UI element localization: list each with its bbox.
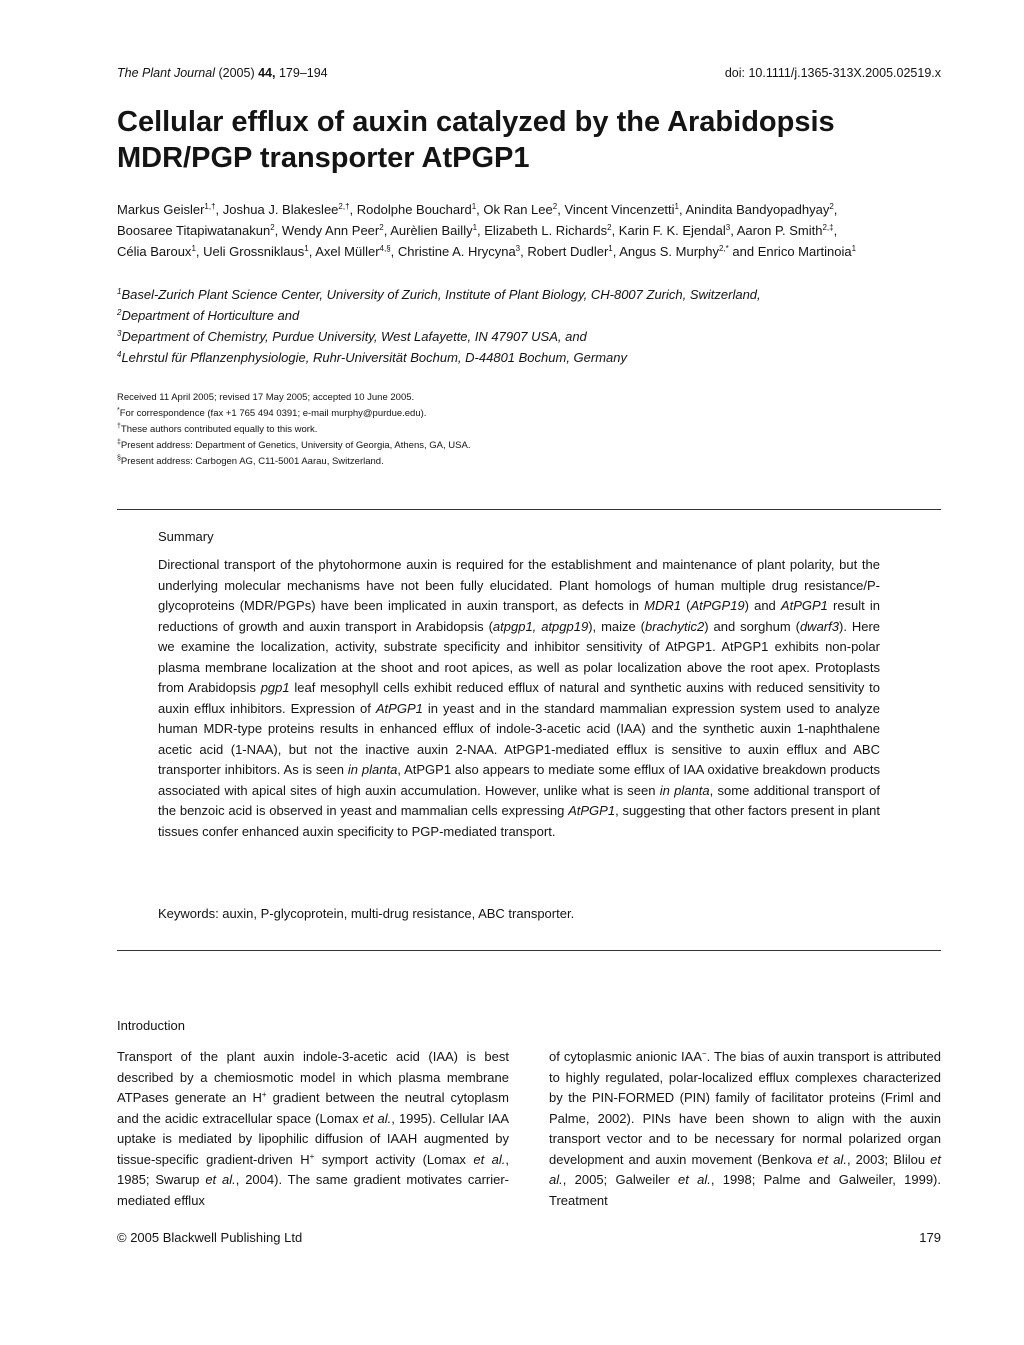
title-line-1: Cellular efflux of auxin catalyzed by the Arabidopsis <box>117 106 835 138</box>
note-text: These authors contributed equally to this work. <box>120 424 318 435</box>
author-name: Axel Müller <box>315 244 380 259</box>
intro-right-column <box>549 1047 941 1211</box>
title-line-2: MDR/PGP transporter AtPGP1 <box>117 142 530 174</box>
article-notes <box>117 390 947 470</box>
author-separator: , <box>476 202 484 217</box>
affiliation-marker: 1 <box>117 287 122 296</box>
author-separator: , <box>349 202 357 217</box>
note-line <box>117 390 947 406</box>
author-affiliation-marker: 1 <box>304 244 309 253</box>
affiliation-marker: 4 <box>117 350 122 359</box>
summary-part: ) and <box>744 598 781 613</box>
et-al: et al. <box>473 1151 506 1167</box>
author-separator: , <box>730 223 737 238</box>
author-separator: , <box>195 244 204 259</box>
author-name: Rodolphe Bouchard <box>356 202 472 217</box>
author-separator: , <box>678 202 686 217</box>
doi[interactable]: doi: 10.1111/j.1365-313X.2005.02519.x <box>724 66 941 80</box>
et-al: et al. <box>205 1172 236 1187</box>
author-affiliation-marker: 3 <box>725 223 731 232</box>
summary-part: , suggesting that other factors present in plant tissues confer enhanced auxin specificity to PGP-mediated transport. <box>158 803 880 839</box>
citation-year: (2005) <box>218 66 255 80</box>
author-separator: and <box>728 244 758 259</box>
affiliation-text: Basel-Zurich Plant Science Center, University of Zurich, Institute of Plant Biology, CH-8007 Zurich, Switzerland, <box>121 287 761 302</box>
author-affiliation-marker: 3 <box>515 244 521 253</box>
et-al: et al. <box>817 1151 847 1167</box>
et-al: et al. <box>362 1110 392 1126</box>
summary-part: , AtPGP1 also appears to mediate some efflux of IAA oxidative breakdown products associated with apical sites of high auxin accumulation. However, unlike what is seen <box>158 762 881 798</box>
summary-heading: Summary <box>158 529 214 544</box>
et-al: et al. <box>677 1172 711 1187</box>
et-al: et al. <box>549 1151 941 1187</box>
author-separator: , <box>833 223 838 238</box>
intro-text: , 2004). The same gradient motivates carrier-mediated efflux <box>117 1172 510 1208</box>
affiliation-text: Lehrstul für Pflanzenphysiologie, Ruhr-Universität Bochum, D-44801 Bochum, Germany <box>121 350 628 365</box>
author-name: Boosaree Titapiwatanakun <box>117 223 271 238</box>
author-name: Aaron P. Smith <box>736 223 823 238</box>
author-name: Anindita Bandyopadhyay <box>685 202 830 217</box>
affiliations <box>117 284 947 368</box>
author-affiliation-marker: 2,* <box>718 244 729 253</box>
author-name: Vincent Vincenzetti <box>564 202 675 217</box>
note-marker: * <box>117 407 120 414</box>
summary-part: ( <box>681 598 691 613</box>
author-name: Markus Geisler <box>117 202 205 217</box>
intro-text: . The bias of auxin transport is attributed to highly regulated, polar-localized efflux complexes characterized by the PIN-FORMED (PIN) family of facilitator proteins (Friml and Palme, 2002). PINs have been shown to align with the auxin transport vector and to be necessary for normal polarized organ development and auxin movement (Benkova <box>549 1049 942 1167</box>
summary-part: leaf mesophyll cells exhibit reduced efflux of natural and synthetic auxins with reduced sensitivity to auxin efflux inhibitors. Expression of <box>158 680 880 716</box>
running-header-citation <box>117 66 328 80</box>
author-affiliation-marker: 2 <box>552 202 558 211</box>
author-name: Christine A. Hrycyna <box>397 244 516 259</box>
superscript: + <box>261 1090 267 1099</box>
introduction-heading: Introduction <box>117 1018 185 1033</box>
intro-text: gradient between the neutral cytoplasm and the acidic extracellular space (Lomax <box>117 1090 509 1126</box>
note-marker: § <box>117 455 121 462</box>
gene-name: AtPGP19 <box>690 598 745 613</box>
author-affiliation-marker: 2 <box>607 223 612 232</box>
author-separator: , <box>611 223 619 238</box>
summary-bottom-rule <box>117 950 941 951</box>
intro-text: , 1995). Cellular IAA uptake is mediated by lipophilic diffusion of IAAH augmented by tissue-specific gradient-driven H <box>117 1110 510 1167</box>
note-text: For correspondence (fax +1 765 494 0391; e-mail murphy@purdue.edu). <box>119 408 427 419</box>
affiliation-line <box>117 326 947 347</box>
summary-part: ), maize ( <box>588 618 646 634</box>
author-name: Ueli Grossniklaus <box>203 244 305 259</box>
affiliation-marker: 2 <box>117 308 122 317</box>
author-separator: , <box>308 244 316 259</box>
author-separator: , <box>557 202 565 217</box>
author-affiliation-marker: 1 <box>191 244 196 253</box>
author-separator: , <box>477 223 485 238</box>
summary-part: , some additional transport of the benzoic acid is observed in yeast and mammalian cells expressing <box>158 782 880 818</box>
summary-part: ). Here we examine the localization, activity, substrate specificity and inhibitor sensitivity of AtPGP1. AtPGP1 exhibits non-polar plasma membrane localization at the shoot and root apices, as well as polar localization above the root apex. Protoplasts from Arabidopsis <box>158 618 881 695</box>
author-separator: , <box>833 202 838 217</box>
author-name: Angus S. Murphy <box>619 244 719 259</box>
affiliation-line <box>117 284 947 305</box>
article-title <box>117 104 937 176</box>
intro-text: , 1985; Swarup <box>117 1151 509 1187</box>
intro-text: of cytoplasmic anionic IAA <box>549 1049 702 1064</box>
gene-name: AtPGP1 <box>375 700 423 716</box>
author-affiliation-marker: 1 <box>472 223 478 232</box>
summary-top-rule <box>117 509 941 510</box>
affiliation-line <box>117 347 947 368</box>
journal-name: The Plant Journal <box>117 66 215 80</box>
note-line <box>117 438 947 454</box>
intro-text: , 1998; Palme and Galweiler, 1999). Treatment <box>549 1172 941 1208</box>
author-affiliation-marker: 2 <box>379 223 384 232</box>
author-name: Célia Baroux <box>117 244 192 259</box>
author-name: Elizabeth L. Richards <box>484 223 608 238</box>
mutant-name: dwarf3 <box>799 618 839 634</box>
mutant-name: brachytic2 <box>645 618 705 634</box>
latin-term: in planta <box>659 782 710 798</box>
summary-text <box>158 555 880 842</box>
author-name: Joshua J. Blakeslee <box>222 202 339 217</box>
intro-text: , 2005; Galweiler <box>562 1172 678 1187</box>
note-marker: ‡ <box>117 439 121 446</box>
superscript: − <box>701 1049 707 1058</box>
author-name: Wendy Ann Peer <box>281 223 380 238</box>
keywords: Keywords: auxin, P-glycoprotein, multi-drug resistance, ABC transporter. <box>158 906 575 921</box>
mutant-names: atpgp1, atpgp19 <box>492 618 589 634</box>
author-name: Aurèlien Bailly <box>390 223 473 238</box>
summary-part: ) and sorghum ( <box>704 618 800 634</box>
author-separator: , <box>215 202 223 217</box>
note-text: Present address: Department of Genetics, University of Georgia, Athens, GA, USA. <box>120 440 471 451</box>
author-name: Enrico Martinoia <box>757 244 852 259</box>
author-name: Robert Dudler <box>527 244 609 259</box>
author-affiliation-marker: 1 <box>608 244 613 253</box>
author-separator: , <box>612 244 620 259</box>
author-affiliation-marker: 1,† <box>204 202 216 211</box>
author-affiliation-marker: 2,† <box>338 202 350 211</box>
summary-part: in yeast and in the standard mammalian expression system used to analyze human MDR-type proteins results in enhanced efflux of indole-3-acetic acid (IAA) and the synthetic auxin 1-naphthalene acetic acid (1-NAA), but not the inactive auxin 2-NAA. AtPGP1-mediated efflux is sensitive to auxin efflux and ABC transporter inhibitors. As is seen <box>158 700 880 777</box>
author-separator: , <box>274 223 282 238</box>
page-number: 179 <box>919 1230 941 1245</box>
affiliation-line <box>117 305 947 326</box>
note-line <box>117 454 947 470</box>
gene-name: AtPGP1 <box>780 598 828 613</box>
intro-text: symport activity (Lomax <box>314 1151 474 1167</box>
note-line <box>117 422 947 438</box>
author-separator: , <box>520 244 528 259</box>
summary-part: result in reductions of growth and auxin transport in Arabidopsis ( <box>158 598 881 634</box>
author-affiliation-marker: 1 <box>471 202 477 211</box>
superscript: + <box>309 1151 315 1161</box>
author-affiliation-marker: 2 <box>270 223 275 232</box>
author-separator: , <box>390 244 398 259</box>
volume: 44, <box>258 66 276 80</box>
page-range: 179–194 <box>278 66 328 80</box>
copyright: © 2005 Blackwell Publishing Ltd <box>117 1230 303 1245</box>
note-text: Present address: Carbogen AG, C11-5001 Aarau, Switzerland. <box>120 456 384 467</box>
mutant-name: pgp1 <box>260 680 290 695</box>
gene-name: MDR1 <box>644 598 681 613</box>
intro-left-column <box>117 1047 509 1211</box>
author-name: Ok Ran Lee <box>483 202 553 217</box>
affiliation-text: Department of Horticulture and <box>121 308 300 323</box>
author-name: Karin F. K. Ejendal <box>618 223 726 238</box>
affiliation-marker: 3 <box>117 329 122 338</box>
author-affiliation-marker: 1 <box>674 202 679 211</box>
summary-part: Directional transport of the phytohormone auxin is required for the establishment and maintenance of plant polarity, but the underlying molecular mechanisms have not been fully elucidated. Plant homologs of human multiple drug resistance/P-glycoproteins (MDR/PGPs) have been implicated in auxin transport, as defects in <box>158 557 880 613</box>
author-affiliation-marker: 4,§ <box>379 244 391 253</box>
author-list <box>117 199 947 262</box>
intro-text: Transport of the plant auxin indole-3-acetic acid (IAA) is best described by a chemiosmotic model in which plasma membrane ATPases generate an H <box>117 1049 509 1105</box>
gene-name: AtPGP1 <box>568 803 616 818</box>
affiliation-text: Department of Chemistry, Purdue University, West Lafayette, IN 47907 USA, and <box>121 329 587 344</box>
note-marker: † <box>117 423 121 430</box>
author-separator: , <box>383 223 391 238</box>
author-affiliation-marker: 2 <box>829 202 834 211</box>
intro-text: , 2003; Blilou <box>846 1151 931 1167</box>
latin-term: in planta <box>347 762 398 777</box>
author-affiliation-marker: 2,‡ <box>822 223 834 232</box>
note-text: Received 11 April 2005; revised 17 May 2005; accepted 10 June 2005. <box>117 392 415 403</box>
author-affiliation-marker: 1 <box>851 244 857 253</box>
note-line <box>117 406 947 422</box>
